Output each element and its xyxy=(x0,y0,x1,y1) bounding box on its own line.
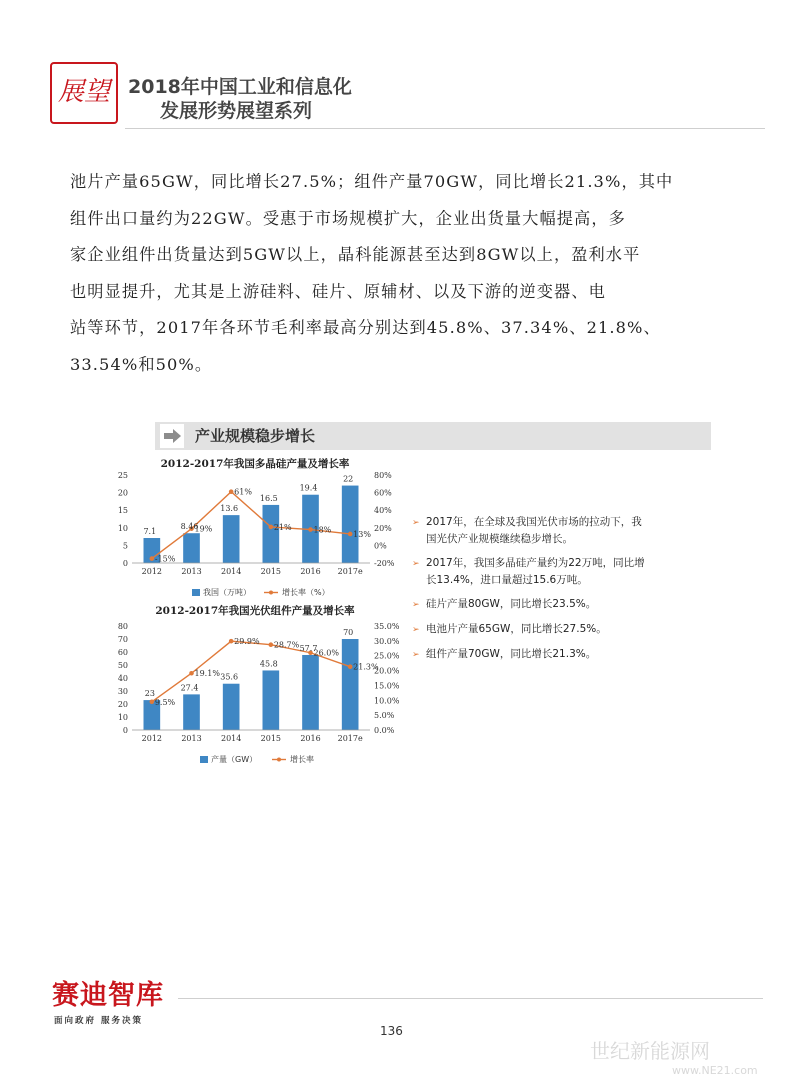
header-title: 2018年中国工业和信息化 xyxy=(128,76,352,98)
growth-rate-point xyxy=(150,556,155,561)
y-tick-label: 40 xyxy=(117,674,128,683)
bar-data-label: 23 xyxy=(144,689,155,699)
watermark-text: 世纪新能源网 xyxy=(590,1039,710,1063)
header-subtitle: 发展形势展望系列 xyxy=(160,100,313,122)
bar-data-label: 70 xyxy=(343,628,354,637)
legend-line-marker xyxy=(277,758,281,762)
x-tick-label: 2017e xyxy=(337,734,363,743)
pv-module-chart xyxy=(100,600,410,770)
body-line: 池片产量65GW，同比增长27.5%；组件产量70GW，同比增长21.3%，其中 xyxy=(70,172,674,191)
y2-tick-label: 10.0% xyxy=(374,696,400,706)
y2-tick-label: 20.0% xyxy=(374,666,400,676)
chart-title: 2012-2017年我国多晶硅产量及增长率 xyxy=(160,458,350,470)
bar-data-label: 57.7 xyxy=(299,643,318,653)
y2-tick-label: 30.0% xyxy=(374,636,400,646)
x-tick-label: 2017e xyxy=(337,567,363,576)
x-tick-label: 2014 xyxy=(220,734,242,743)
x-tick-label: 2012 xyxy=(141,734,163,743)
line-data-label: 26.0% xyxy=(313,648,339,658)
line-data-label: 13% xyxy=(353,529,371,539)
polysilicon-chart xyxy=(100,455,410,610)
bullet-arrow-icon: ➢ xyxy=(412,600,420,610)
line-data-label: 61% xyxy=(234,487,252,497)
growth-rate-point xyxy=(150,699,155,704)
list-item: ➢ 2017年，我国多晶硅产量约为22万吨，同比增长13.4%，进口量超过15.6万吨。 xyxy=(412,555,652,589)
y2-tick-label: 40% xyxy=(374,506,392,516)
legend-bar-swatch xyxy=(200,756,208,763)
bar xyxy=(263,670,280,730)
bar xyxy=(263,505,280,563)
line-data-label: 19% xyxy=(194,524,213,534)
y2-tick-label: 15.0% xyxy=(374,681,400,691)
y-tick-label: 80 xyxy=(117,622,128,631)
list-item: ➢ 硅片产量80GW，同比增长23.5%。 xyxy=(412,596,652,614)
bar-data-label: 35.6 xyxy=(220,672,239,682)
line-data-label: 28.7% xyxy=(273,640,300,650)
y-tick-label: 60 xyxy=(117,648,128,657)
bullet-arrow-icon: ➢ xyxy=(412,559,420,569)
chart-title: 2012-2017年我国光伏组件产量及增长率 xyxy=(155,605,355,617)
footer-slogan: 面向政府 服务决策 xyxy=(54,1016,143,1026)
section-title: 产业规模稳步增长 xyxy=(195,427,316,445)
bar xyxy=(342,486,359,563)
y2-tick-label: 0.0% xyxy=(374,726,395,735)
page-number: 136 xyxy=(380,1024,403,1038)
x-tick-label: 2014 xyxy=(220,567,242,576)
y-tick-label: 20 xyxy=(117,700,128,709)
header-divider xyxy=(125,128,765,129)
bar xyxy=(223,684,240,730)
x-tick-label: 2016 xyxy=(300,567,321,576)
footer-divider xyxy=(178,998,763,999)
y-tick-label: 0 xyxy=(122,559,128,568)
y-tick-label: 10 xyxy=(117,523,128,533)
body-line: 也明显提升，尤其是上游硅料、硅片、原辅材、以及下游的逆变器、电 xyxy=(70,281,606,301)
body-line: 组件出口量约为22GW。受惠于市场规模扩大，企业出货量大幅提高，多 xyxy=(70,208,626,228)
y2-tick-label: 25.0% xyxy=(374,651,400,661)
growth-rate-point xyxy=(269,525,274,530)
bar xyxy=(302,655,319,730)
legend-label: 增长率 xyxy=(290,755,314,764)
x-tick-label: 2013 xyxy=(181,567,202,576)
y2-tick-label: 80% xyxy=(374,471,392,480)
x-tick-label: 2015 xyxy=(260,734,282,743)
arrow-right-icon xyxy=(160,424,184,448)
y2-tick-label: 35.0% xyxy=(374,622,400,631)
bar-data-label: 8.46 xyxy=(180,522,199,532)
y2-tick-label: 20% xyxy=(374,523,392,533)
body-line: 33.54%和50%。 xyxy=(70,354,213,374)
y-tick-label: 5 xyxy=(122,541,128,551)
growth-rate-point xyxy=(348,532,353,537)
x-tick-label: 2013 xyxy=(181,734,202,743)
y2-tick-label: 0% xyxy=(374,541,387,551)
bar-data-label: 45.8 xyxy=(259,659,278,669)
x-tick-label: 2012 xyxy=(141,567,163,576)
bullet-arrow-icon: ➢ xyxy=(412,518,420,528)
y-tick-label: 25 xyxy=(117,471,128,480)
line-data-label: -15% xyxy=(154,554,176,564)
list-item: ➢ 电池片产量65GW，同比增长27.5%。 xyxy=(412,621,652,639)
bar-data-label: 7.1 xyxy=(143,527,157,537)
x-tick-label: 2016 xyxy=(300,734,321,743)
y-tick-label: 70 xyxy=(117,635,128,644)
bar xyxy=(223,515,240,563)
line-data-label: 21% xyxy=(273,522,292,532)
x-tick-label: 2015 xyxy=(260,567,282,576)
line-data-label: 19.1% xyxy=(194,669,220,679)
growth-rate-point xyxy=(229,489,234,494)
list-item: ➢ 2017年，在全球及我国光伏市场的拉动下，我国光伏产业规模继续稳步增长。 xyxy=(412,514,652,548)
y2-tick-label: -20% xyxy=(374,559,395,568)
y-tick-label: 50 xyxy=(117,661,128,670)
body-paragraph xyxy=(70,164,710,383)
bar-data-label: 22 xyxy=(343,474,354,484)
y-tick-label: 30 xyxy=(117,687,128,696)
legend-label: 产量（GW） xyxy=(211,755,258,764)
bar-data-label: 16.5 xyxy=(259,493,278,503)
y-tick-label: 0 xyxy=(122,726,128,735)
legend-label: 增长率（%） xyxy=(282,588,330,597)
growth-rate-point xyxy=(229,639,234,644)
footer-logo: 赛迪智库 xyxy=(52,980,164,1011)
body-line: 家企业组件出货量达到5GW以上，晶科能源甚至达到8GW以上，盈利水平 xyxy=(70,245,641,264)
legend-label: 我国（万吨） xyxy=(203,588,251,597)
growth-rate-point xyxy=(308,527,313,532)
legend-line-marker xyxy=(269,591,273,595)
line-data-label: 18% xyxy=(313,525,332,535)
growth-rate-point xyxy=(269,642,274,647)
growth-rate-point xyxy=(189,671,194,676)
bullet-arrow-icon: ➢ xyxy=(412,650,420,660)
watermark-url: www.NE21.com xyxy=(672,1064,758,1077)
y2-tick-label: 5.0% xyxy=(374,711,395,721)
saidi-seal-logo xyxy=(50,62,118,124)
growth-rate-point xyxy=(348,664,353,669)
line-data-label: 9.5% xyxy=(154,697,176,707)
legend-bar-swatch xyxy=(192,589,200,596)
y-tick-label: 20 xyxy=(117,488,128,498)
list-item: ➢ 组件产量70GW，同比增长21.3%。 xyxy=(412,646,652,664)
y-tick-label: 10 xyxy=(117,713,128,722)
bar xyxy=(183,694,200,730)
svg-text:展望: 展望 xyxy=(57,77,111,107)
bar-data-label: 27.4 xyxy=(180,683,199,693)
body-line: 站等环节，2017年各环节毛利率最高分别达到45.8%、37.34%、21.8%、 xyxy=(70,318,661,337)
bullet-arrow-icon: ➢ xyxy=(412,625,420,635)
line-data-label: 21.3% xyxy=(353,662,379,672)
line-data-label: 29.9% xyxy=(234,637,260,647)
bullet-list xyxy=(412,514,652,671)
bar-data-label: 19.4 xyxy=(299,483,318,493)
y-tick-label: 15 xyxy=(117,506,128,516)
y2-tick-label: 60% xyxy=(374,488,392,498)
bar xyxy=(183,533,200,563)
bar-data-label: 13.6 xyxy=(220,504,239,514)
bar xyxy=(342,639,359,730)
